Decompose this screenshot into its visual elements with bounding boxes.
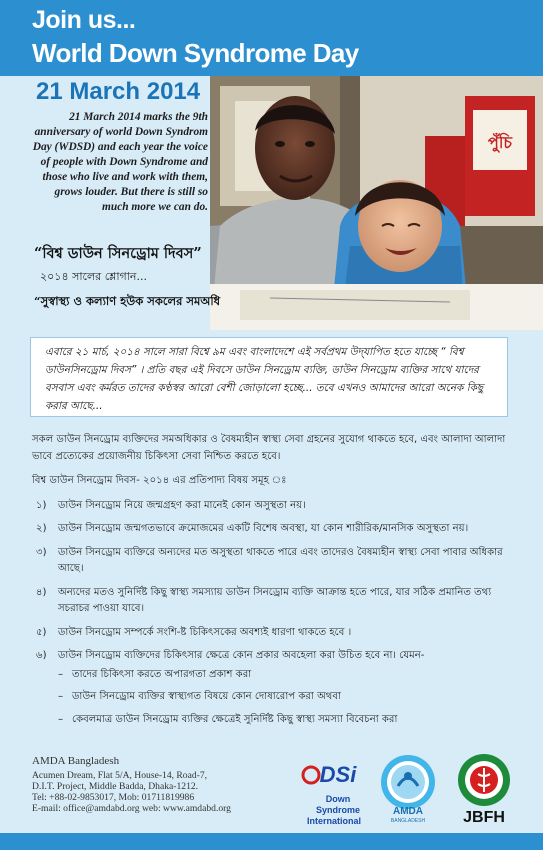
amda-label: AMDA: [393, 806, 423, 817]
list-item: [32, 648, 522, 728]
list-text: ডাউন সিনড্রোম ব্যক্তিরে অন্যদের মত অসুস্থতা থাকতে পারে এবং তাদেরও বৈষম্যহীন স্বাস্থ্য সেবা পাবার অধিকার আছে।: [58, 546, 503, 574]
jbfh-label: JBFH: [463, 809, 505, 826]
phone-line: Tel: +88-02-9853017, Mob: 01711819986: [32, 792, 195, 803]
list-text: ডাউন সিনড্রোম ব্যক্তিদের চিকিৎসার ক্ষেত্রে কোন প্রকার অবহেলা করা উচিত হবে না। যেমন-: [58, 650, 425, 661]
intro-text: 21 March 2014 marks the 9th anniversary of world Down Syndrom Day (WDSD) and each year the voice of people with Down Syndrome and those who live and work with them, grows louder. But there is still so much more we can do.: [32, 111, 208, 213]
header-line1: Join us...: [32, 6, 136, 34]
body-paragraph-1: সকল ডাউন সিনড্রোম ব্যক্তিদের সমঅধিকার ও বৈষম্যহীন স্বাস্থ্য সেবা গ্রহনের সুযোগ থাকতে হবে, এবং আলাদা আলাদা ভাবে প্রত্যেকের প্রয়োজনীয় চিকিৎসা সেবা নিশ্চিত করতে হবে।: [32, 434, 506, 462]
body-section: [32, 432, 522, 735]
event-photo: [210, 76, 543, 330]
footer-contact: [32, 756, 231, 814]
amda-sublabel: BANGLADESH: [390, 818, 426, 824]
dsi-line-1: Down: [325, 794, 351, 804]
list-number: ৫): [36, 626, 47, 638]
address-line-1: Acumen Dream, Flat 5/A, House-14, Road-7,: [32, 770, 208, 781]
email-web-line: E-mail: office@amdabd.org web: www.amdabd.org: [32, 803, 231, 814]
sub-list-item: – তাদের চিকিৎসা করতে অপারগতা প্রকাশ করা: [58, 668, 252, 680]
header-title: World Down Syndrome Day: [32, 38, 359, 68]
bag-label: পুঁচি: [487, 133, 513, 152]
footer-bar: [0, 833, 543, 850]
organization-name: AMDA Bangladesh: [32, 755, 120, 767]
list-text: ডাউন সিনড্রোম নিয়ে জন্মগ্রহণ করা মানেই কোন অসুস্থতা নয়।: [58, 499, 306, 511]
announcement-box: [30, 337, 508, 417]
dsi-line-3: International: [306, 816, 362, 826]
list-number: ৩): [36, 546, 47, 558]
list-text: ডাউন সিনড্রোম সম্পর্কে সংশি-ষ্ট চিকিৎসকের অবশ্যই ধারণা থাকতে হবে ।: [58, 626, 352, 638]
address-line-2: D.I.T. Project, Middle Badda, Dhaka-1212.: [32, 781, 199, 792]
dsi-mark: DSi: [319, 762, 357, 787]
header-banner: [0, 0, 543, 76]
list-number: ৪): [36, 586, 47, 598]
slogan-title: “বিশ্ব ডাউন সিনড্রোম দিবস”: [34, 245, 202, 262]
theme-list: [32, 498, 522, 729]
amda-logo: [378, 752, 438, 826]
sub-list-item: – কেবলমাত্র ডাউন সিনড্রোম ব্যক্তির ক্ষেত্রেই সুনির্দিষ্ট কিছু স্বাস্থ্য সমস্যা বিবেচনা করা: [58, 713, 398, 725]
list-number: ১): [36, 499, 47, 511]
dsi-line-2: Syndrome: [315, 805, 361, 815]
sub-list-item: – ডাউন সিনড্রোম ব্যক্তির স্বাস্থ্যগত বিষয়ে কোন দোষারোপ করা অথবা: [58, 691, 341, 702]
list-item: [32, 545, 522, 578]
jbfh-logo: [448, 752, 520, 828]
list-item: [32, 585, 522, 618]
list-text: অন্যদের মতও সুনির্দিষ্ট কিছু স্বাস্থ্য সমস্যায় ডাউন সিনড্রোম ব্যক্তি আক্রান্ত হতে পারে, যার সঠিক প্রমানিত তথ্য সচরাচর পাওয়া যাবে।: [58, 586, 492, 614]
slogan-subtitle: ২০১৪ সালের শ্লোগান...: [40, 270, 147, 283]
event-date: 21 March 2014: [36, 78, 201, 105]
sub-list: [58, 667, 522, 729]
list-item: [32, 521, 522, 538]
body-paragraph-2: বিশ্ব ডাউন সিনড্রোম দিবস- ২০১৪ এর প্রতিপাদ্য বিষয় সমূহ ঃ: [32, 475, 287, 486]
list-item: [32, 498, 522, 515]
list-item: [32, 625, 522, 642]
announcement-text: এবারে ২১ মার্চ, ২০১৪ সালে সারা বিশ্বে ৯ম এবং বাংলাদেশে এই সর্বপ্রথম উদ্‌যাপিত হতে যাচ্ছে “ বিশ্ব ডাউনসিনড্রোম দিবস” । প্রতি বছর এই দিবসে ডাউন সিনড্রোম ব্যক্তি, ডাউন সিনড্রোম ব্যক্তির সাথে যাদের বসবাস এবং কর্মরত তাদের কণ্ঠস্বর আরো বেশী জোড়ালো হচ্ছে... তবে এখনও আমাদের আরো অনেক কিছু করার আছে...: [45, 346, 484, 412]
slogan-main: “সুস্বাস্থ্য ও কল্যাণ হউক সকলের সমঅধি: [34, 294, 221, 308]
dsi-logo: [298, 758, 370, 830]
list-text: ডাউন সিনড্রোম জন্মগতভাবে ক্রমোজমের একটি বিশেষ অবস্থা, যা কোন শারীরিক/মানসিক অসুস্থতা নয়।: [58, 523, 469, 534]
list-number: ২): [36, 523, 47, 534]
list-number: ৬): [36, 650, 47, 661]
